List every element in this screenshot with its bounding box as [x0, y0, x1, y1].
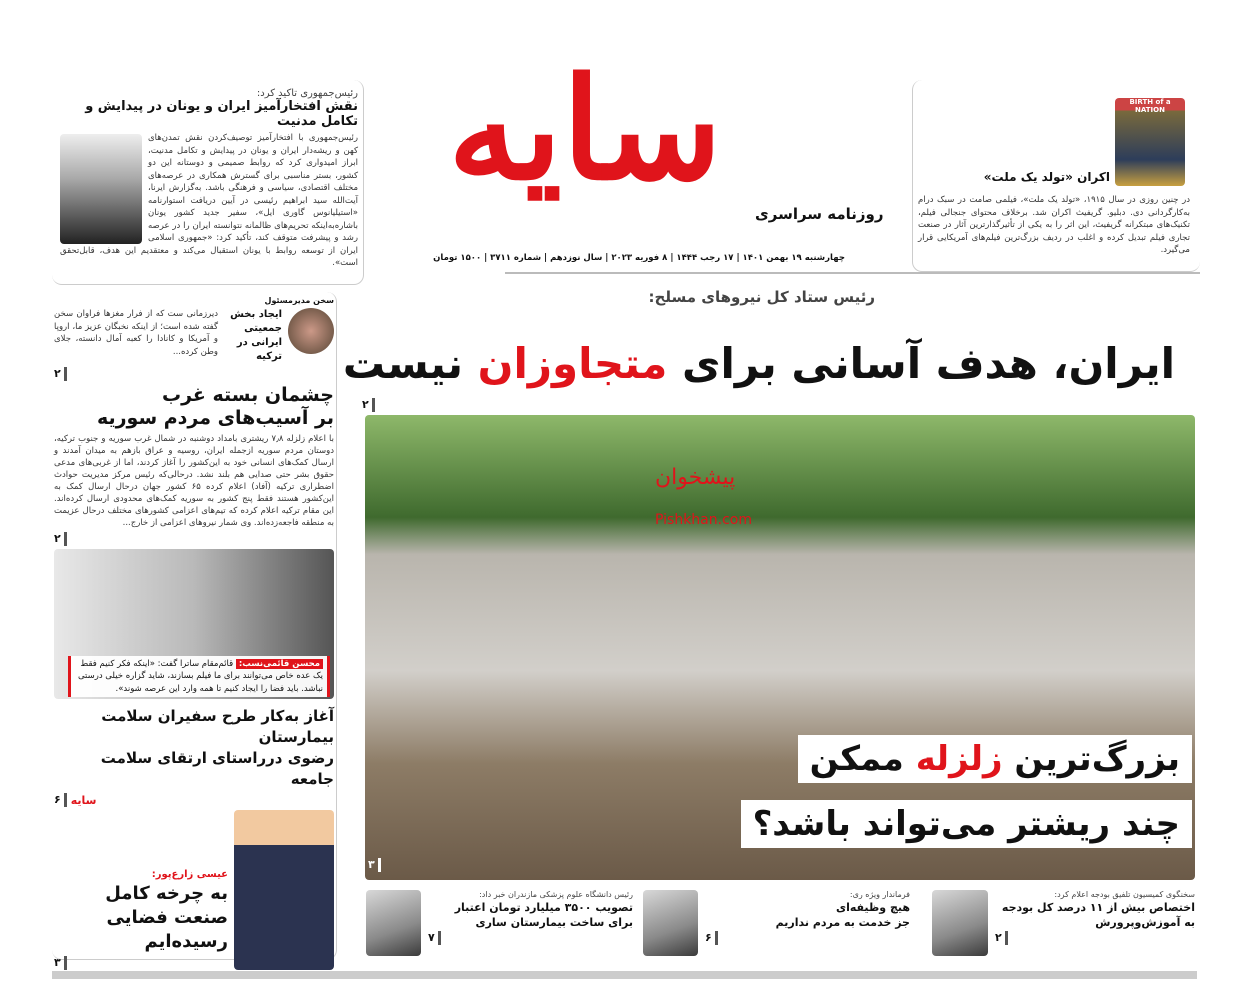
- president-photo: [60, 134, 142, 244]
- page-ref: ۷: [428, 931, 441, 945]
- editorial[interactable]: [54, 308, 334, 364]
- page-ref: ۲: [54, 532, 67, 546]
- divider: [505, 272, 1200, 274]
- dateline: چهارشنبه ۱۹ بهمن ۱۴۰۱ | ۱۷ رجب ۱۴۴۴ | ۸ فوریه ۲۰۲۳ | سال نوزدهم | شماره ۳۷۱۱ | ۱۵۰۰ تومان: [433, 253, 845, 263]
- headline: [705, 900, 910, 930]
- headline-line: چشمان بسته غرب: [162, 384, 334, 406]
- bottom-story[interactable]: [930, 890, 1195, 965]
- cinema-quote[interactable]: [68, 656, 330, 698]
- hospital-footer: [54, 793, 96, 807]
- lead-headline[interactable]: [342, 336, 1175, 392]
- kicker: سخنگوی کمیسیون تلفیق بودجه اعلام کرد:: [1054, 890, 1195, 899]
- bottom-bar: [52, 971, 1197, 979]
- kicker: رئیس دانشگاه علوم پزشکی مازندران خبر داد:: [479, 890, 633, 899]
- article-body: رئیس‌جمهوری با افتخارآمیز توصیف‌کردن نقش تمدن‌های کهن و ریشه‌دار ایران و یونان در پیدایش و تکامل مدنیت، ابراز امیدواری کرد که روابط صمیمی و دوستانه این دو کشور، بستر مناسبی برای گسترش همکاری در عرصه‌های مختلف اقتصادی، سیاسی و فرهنگی باشد. به‌گزارش ایرنا، آیت‌الله سید ابراهیم رئیسی در آیین دریافت استوارنامه «استیلیانوس گاوری ایل»، سفیر جدید کشور یونان باشاره‌به‌اینکه تحریم‌های ظالمانه نتوانسته ایران را در عرصه رشد و پیشرفت متوقف کند، تأکید کرد: «جمهوری اسلامی ایران از توسعه روابط با یونان استقبال می‌کند و معتقدیم این هدف، قابل‌تحقق است».: [60, 133, 358, 268]
- kicker: رئیس‌جمهوری تاکید کرد:: [256, 88, 358, 99]
- page-ref: ۲: [362, 398, 375, 412]
- hospital-headline[interactable]: [54, 706, 334, 790]
- headline-line: برای ساخت بیمارستان ساری: [475, 916, 633, 929]
- syria-headline[interactable]: [54, 384, 334, 430]
- story-photo: [643, 890, 698, 956]
- headline-part: بزرگ‌ترین: [1002, 739, 1180, 779]
- quote-text: قائم‌مقام ساترا گفت: «اینکه فکر کنیم فقط یک عده خاص می‌توانند برای ما فیلم بسازند، شاید گزاره خیلی درستی نباشد. باید فضا را ایجاد کنیم تا همه وارد این عرصه شوند».: [77, 658, 323, 694]
- headline[interactable]: اکران «تولد یک ملت»: [983, 170, 1110, 184]
- bottom-story[interactable]: [365, 890, 633, 965]
- photo-headline-1[interactable]: [798, 735, 1192, 783]
- story-photo: [366, 890, 421, 956]
- masthead-logo[interactable]: سایه: [448, 48, 722, 212]
- headline-line: صنعت فضایی رسیده‌ایم: [106, 907, 228, 952]
- headline-part: نیست: [342, 339, 478, 388]
- top-left-content: [60, 88, 358, 270]
- kicker: فرماندار ویژه ری:: [849, 890, 910, 899]
- headline-line: به چرخه کامل: [105, 883, 228, 904]
- headline[interactable]: نقش افتخارآمیز ایران و یونان در پیدایش و تکامل مدنیت: [85, 99, 358, 129]
- headline-line: رضوی درراستای ارتقای سلامت جامعه: [100, 749, 334, 788]
- headline-highlight: متجاوزان: [477, 339, 668, 388]
- saye-logo-small: سایه: [70, 793, 97, 807]
- article-body: در چنین روزی در سال ۱۹۱۵، «تولد یک ملت»، فیلمی صامت در سبک درام به‌کارگردانی دی. دبلیو. گریفیث اکران شد. برخلاف محتوای جنجالی فیلم، تکنیک‌های مبتکرانه گریفیث، این اثر را به یکی از تأثیرگذارترین آثار در صنعت تجاری فیلم تبدیل کرده و اغلب در ردیف بزرگ‌ترین فیلم‌های آمریکایی قرار می‌گیرد.: [918, 195, 1190, 255]
- headline-line: جز خدمت به مردم نداریم: [775, 916, 910, 929]
- syria-body: با اعلام زلزله ۷٫۸ ریشتری بامداد دوشنبه در شمال غرب سوریه و جنوب ترکیه، دوستان مردم سوریه ازجمله ایران، روسیه و عراق بازهم به میدان آمدند و ارسال کمک‌های انسانی خود به این‌کشور را آغاز کردند، اما از غربی‌های مدعی حقوق بشر حتی صدایی هم بلند نشد. درحالی‌که رئیس مرکز مدیریت حوادث اضطراری ترکیه (آفاد) اعلام کرده ۶۵ کشور جهان درحال ارسال کمک به این‌کشور هستند فقط پنج کشور به سوریه کمک‌های محدودی ارسال کرده‌اند. این مقام ترکیه اعلام کرده که تیم‌های اعزامی کشورهای مختلف درحال عزیمت به منطقه فاجعه‌زده‌اند. وی شمار نیروهای اعزامی از خارج...: [54, 434, 334, 528]
- headline-part: ممکن: [809, 739, 916, 779]
- headline-line: تصویب ۳۵۰۰ میلیارد تومان اعتبار: [454, 901, 633, 914]
- space-story[interactable]: [54, 810, 334, 970]
- headline-line: بر آسیب‌های مردم سوریه: [96, 407, 334, 429]
- editorial-body: دیرزمانی ست که از فرار مغزها فراوان سخن گفته شده است؛ از اینکه نخبگان عزیز ما، اروپا و آمریکا و کانادا را کعبه آمال دانسته، جلای وطن کرده...: [54, 309, 218, 357]
- editor-avatar: [288, 308, 334, 354]
- headline-line: هیچ وظیفه‌ای: [835, 901, 910, 914]
- space-headline[interactable]: [54, 882, 228, 954]
- film-poster: [1115, 98, 1185, 186]
- headline-line: آغاز به‌کار طرح سفیران سلامت بیمارستان: [101, 707, 334, 746]
- page-ref: ۳: [54, 956, 67, 970]
- story-photo: [932, 890, 988, 956]
- editorial-title[interactable]: ایجاد بخش جمعیتی ایرانی در ترکیه: [230, 309, 282, 362]
- page-ref: ۶: [54, 793, 67, 807]
- page-ref: ۶: [705, 931, 718, 945]
- watermark-url: Pishkhan.com: [655, 512, 752, 528]
- poster-title: BIRTH of a NATION: [1129, 98, 1171, 114]
- headline: [428, 900, 633, 930]
- cinema-photo: [54, 549, 334, 699]
- lead-kicker: رئیس ستاد کل نیروهای مسلح:: [648, 288, 875, 306]
- photo-headline-2[interactable]: چند ریشتر می‌تواند باشد؟: [741, 800, 1192, 848]
- left-column-content: [54, 296, 334, 970]
- masthead-subtitle: روزنامه سراسری: [755, 205, 884, 223]
- zarepour-photo: [234, 810, 334, 970]
- headline-line: به آموزش‌وپرورش: [1095, 916, 1195, 929]
- headline-highlight: زلزله: [915, 739, 1003, 779]
- headline-part: ایران، هدف آسانی برای: [667, 339, 1175, 388]
- page-ref: ۳: [368, 858, 381, 872]
- section-label: سخن مدیرمسئول: [264, 296, 334, 305]
- watermark: پیشخوان: [655, 465, 736, 490]
- headline-line: اختصاص بیش از ۱۱ درصد کل بودجه: [1001, 901, 1195, 914]
- space-kicker: عیسی زارع‌پور:: [151, 869, 228, 880]
- quote-name: محسن قائمی‌نسب:: [236, 659, 323, 669]
- bottom-story[interactable]: [640, 890, 910, 965]
- bottom-stories: [365, 890, 1195, 968]
- headline: [995, 900, 1195, 930]
- page-ref: ۲: [54, 367, 67, 381]
- page-ref: ۲: [995, 931, 1008, 945]
